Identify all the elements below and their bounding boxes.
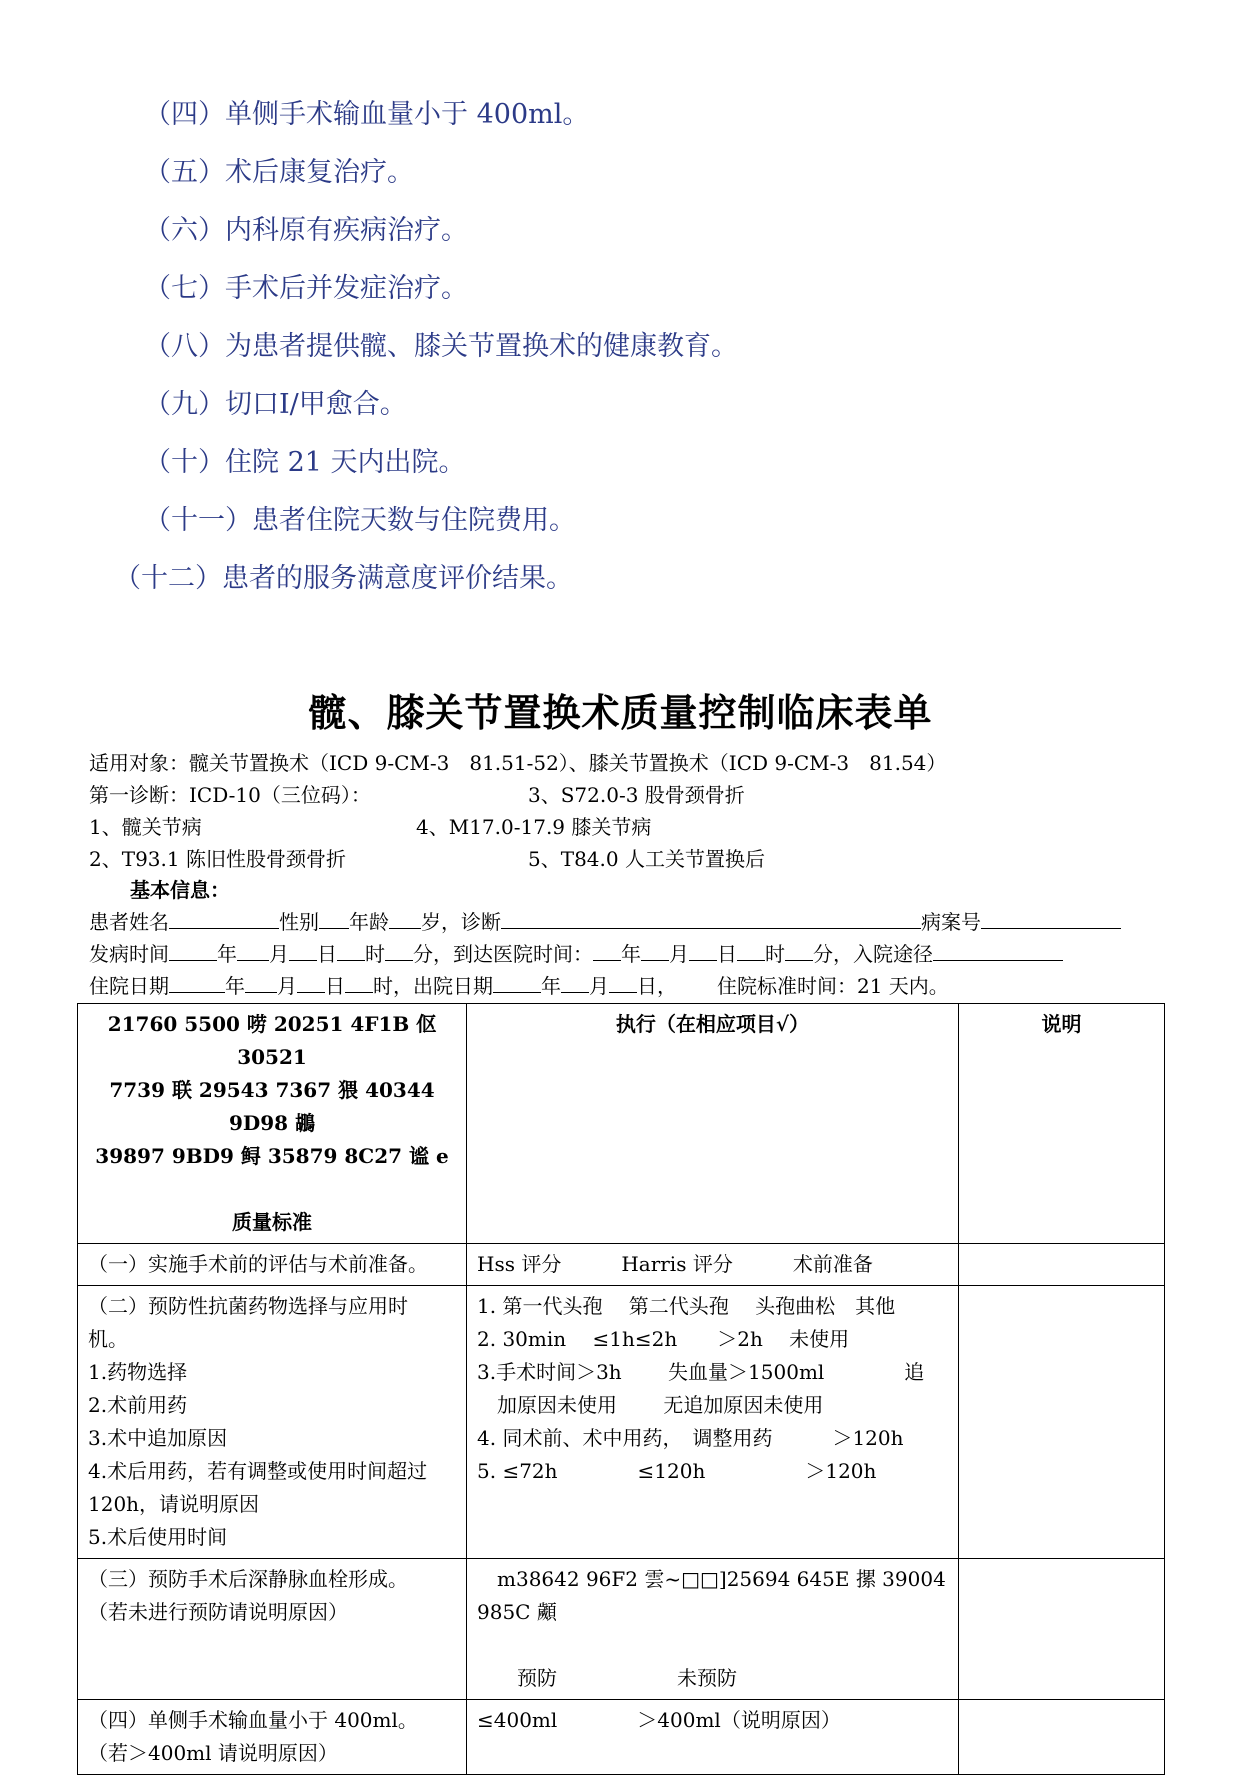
list-item: （五）术后康复治疗。: [144, 157, 414, 188]
year-label: 年: [225, 974, 245, 998]
day-label: 日: [325, 974, 345, 998]
table-row: [78, 1700, 1165, 1775]
gender-field[interactable]: [319, 908, 349, 929]
diagnosis-1: 1、髋关节病: [89, 815, 202, 839]
admission-route-field[interactable]: [933, 940, 1063, 961]
list-item: （十一）患者住院天数与住院费用。: [144, 505, 576, 536]
day-label: 日: [317, 942, 337, 966]
standard-cell: [78, 1244, 467, 1286]
admit-hour-field[interactable]: [345, 972, 373, 993]
admit-label: 住院日期: [89, 974, 169, 998]
header-standard-cell: [78, 1004, 467, 1244]
admission-route-label: 分，入院途径: [813, 942, 933, 966]
hour-label: 时: [365, 942, 385, 966]
form-title: 髋、膝关节置换术质量控制临床表单: [308, 691, 933, 735]
standard-text: 机。: [88, 1327, 128, 1351]
header-garbled-text: 39897 9BD9 鲟 35879 8C27 谧 e: [95, 1144, 449, 1168]
arrival-hour-field[interactable]: [737, 940, 765, 961]
diagnosis-label: 岁，诊断: [421, 910, 501, 934]
list-item: （四）单侧手术输血量小于 400ml。: [144, 99, 590, 130]
table-row: [78, 1559, 1165, 1700]
execution-text: ≤400ml ＞400ml（说明原因）: [477, 1708, 841, 1732]
diagnosis-4: 4、M17.0-17.9 膝关节病: [416, 815, 652, 839]
diagnosis-5: 5、T84.0 人工关节置换后: [528, 847, 765, 871]
age-label: 年龄: [349, 910, 389, 934]
first-diagnosis-label: 第一诊断：ICD-10（三位码）：: [89, 783, 371, 807]
hour-label: 时: [765, 942, 785, 966]
execution-text: 4. 同术前、术中用药， 调整用药 ＞120h: [477, 1426, 904, 1450]
record-field[interactable]: [981, 908, 1121, 929]
list-item: （六）内科原有疾病治疗。: [144, 215, 468, 246]
basic-info-label: 基本信息：: [130, 878, 230, 902]
notes-cell[interactable]: [959, 1244, 1165, 1286]
execution-cell[interactable]: [467, 1244, 959, 1286]
name-field[interactable]: [169, 908, 279, 929]
discharge-label: 时，出院日期: [373, 974, 493, 998]
list-item: （十二）患者的服务满意度评价结果。: [114, 563, 573, 594]
execution-text: m38642 96F2 雲~□□]25694 645E 摞 39004: [477, 1567, 946, 1591]
admission-row: [89, 970, 949, 999]
admit-month-field[interactable]: [245, 972, 277, 993]
month-label: 月: [589, 974, 609, 998]
month-label: 月: [269, 942, 289, 966]
execution-text: 1. 第一代头孢 第二代头孢 头孢曲松 其他: [477, 1294, 896, 1318]
onset-hour-field[interactable]: [337, 940, 365, 961]
applies-to: 适用对象：髋关节置换术（ICD 9-CM-3 81.51-52）、膝关节置换术（ICD 9-CM-3 81.54）: [89, 751, 947, 775]
onset-time-row: [89, 938, 1063, 967]
table-row: [78, 1286, 1165, 1559]
admit-day-field[interactable]: [297, 972, 325, 993]
table-row: [78, 1244, 1165, 1286]
admit-year-field[interactable]: [169, 972, 225, 993]
header-execution-cell: 执行（在相应项目√）: [467, 1004, 959, 1244]
quality-table: [77, 1003, 1165, 1775]
patient-info-row: [89, 906, 1121, 935]
standard-stay-label: 住院标准时间：21 天内。: [717, 974, 949, 998]
notes-cell[interactable]: [959, 1559, 1165, 1700]
discharge-day-field[interactable]: [609, 972, 637, 993]
list-item: （十）住院 21 天内出院。: [144, 447, 466, 478]
gender-label: 性别: [279, 910, 319, 934]
arrival-month-field[interactable]: [641, 940, 669, 961]
table-header-row: [78, 1004, 1165, 1244]
list-item: （七）手术后并发症治疗。: [144, 273, 468, 304]
standard-text: （二）预防性抗菌药物选择与应用时: [88, 1294, 408, 1318]
name-label: 患者姓名: [89, 910, 169, 934]
standard-text: 5.术后使用时间: [88, 1525, 228, 1549]
standard-cell: [78, 1559, 467, 1700]
header-standard-label: 质量标准: [232, 1210, 312, 1234]
execution-cell[interactable]: [467, 1700, 959, 1775]
day-label: 日，: [637, 974, 677, 998]
header-garbled-text: 7739 联 29543 7367 猥 40344 9D98 鶘: [109, 1078, 435, 1135]
execution-cell[interactable]: [467, 1286, 959, 1559]
diagnosis-3: 3、S72.0-3 股骨颈骨折: [528, 783, 745, 807]
header-garbled-text: 21760 5500 唠 20251 4F1B 伛 30521: [107, 1012, 437, 1069]
standard-text: （若未进行预防请说明原因）: [88, 1600, 348, 1624]
discharge-month-field[interactable]: [561, 972, 589, 993]
discharge-year-field[interactable]: [493, 972, 541, 993]
onset-month-field[interactable]: [237, 940, 269, 961]
age-field[interactable]: [389, 908, 421, 929]
standard-text: 3.术中追加原因: [88, 1426, 228, 1450]
year-label: 年: [541, 974, 561, 998]
execution-text: 2. 30min ≤1h≤2h ＞2h 未使用: [477, 1327, 850, 1351]
arrival-minute-field[interactable]: [785, 940, 813, 961]
diagnosis-2: 2、T93.1 陈旧性股骨颈骨折: [89, 847, 346, 871]
day-label: 日: [717, 942, 737, 966]
standard-text: 1.药物选择: [88, 1360, 188, 1384]
onset-day-field[interactable]: [289, 940, 317, 961]
standard-text: 4.术后用药，若有调整或使用时间超过: [88, 1459, 428, 1483]
standard-text: 120h，请说明原因: [88, 1492, 260, 1516]
notes-cell[interactable]: [959, 1700, 1165, 1775]
list-item: （九）切口Ⅰ/甲愈合。: [144, 389, 407, 420]
execution-text: 加原因未使用 无追加原因未使用: [477, 1393, 824, 1417]
execution-text: 预防 未预防: [477, 1666, 737, 1690]
execution-cell[interactable]: [467, 1559, 959, 1700]
onset-label: 发病时间: [89, 942, 169, 966]
standard-text: （四）单侧手术输血量小于 400ml。: [88, 1708, 418, 1732]
diagnosis-field[interactable]: [501, 908, 921, 929]
year-label: 年: [621, 942, 641, 966]
list-item: （八）为患者提供髋、膝关节置换术的健康教育。: [144, 331, 738, 362]
year-label: 年: [217, 942, 237, 966]
month-label: 月: [669, 942, 689, 966]
arrival-day-field[interactable]: [689, 940, 717, 961]
standard-text: （若＞400ml 请说明原因）: [88, 1741, 338, 1765]
standard-text: （三）预防手术后深静脉血栓形成。: [88, 1567, 408, 1591]
header-notes-cell: 说明: [959, 1004, 1165, 1244]
month-label: 月: [277, 974, 297, 998]
execution-text: Hss 评分 Harris 评分 术前准备: [477, 1252, 873, 1276]
notes-cell[interactable]: [959, 1286, 1165, 1559]
standard-cell: [78, 1700, 467, 1775]
execution-text: 985C 顪: [477, 1600, 557, 1624]
execution-text: 5. ≤72h ≤120h ＞120h: [477, 1459, 877, 1483]
onset-year-field[interactable]: [169, 940, 217, 961]
execution-text: 3.手术时间＞3h 失血量＞1500ml 追: [477, 1360, 925, 1384]
arrival-label: 分，到达医院时间：: [413, 942, 593, 966]
standard-text: 2.术前用药: [88, 1393, 188, 1417]
onset-minute-field[interactable]: [385, 940, 413, 961]
standard-text: （一）实施手术前的评估与术前准备。: [88, 1252, 428, 1276]
arrival-year-field[interactable]: [593, 940, 621, 961]
standard-cell: [78, 1286, 467, 1559]
record-label: 病案号: [921, 910, 981, 934]
